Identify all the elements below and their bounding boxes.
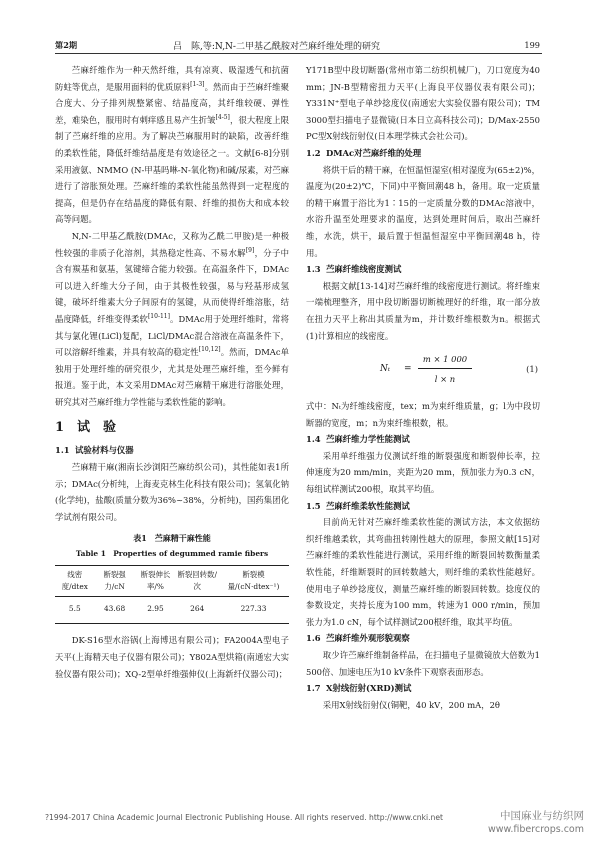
table-cell: 264 <box>176 597 218 624</box>
materials-paragraph: 苎麻精干麻(湘南长沙浏阳苎麻纺织公司)，其性能如表1所示；DMAc(分析纯，上海麦克林生化科技有限公司)；氢氧化钠(化学纯)，盐酸(质量分数为36%~38%，分析纯)，国药集团化学试剂有限公司。 <box>55 462 289 522</box>
page-number: 199 <box>524 40 540 50</box>
equation-lhs: Nₜ <box>380 364 391 375</box>
equation-1 <box>306 348 540 392</box>
table-1 <box>55 565 289 624</box>
table-header-cell: 断裂回转数/次 <box>176 566 218 597</box>
table-header-cell: 断裂伸长率/% <box>135 566 177 597</box>
watermark <box>430 810 590 836</box>
instruments-continued: Y171B型中段切断器(常州市第二纺织机械厂)，刀口宽度为40 mm；JN-B型精密扭力天平(上海良平仪器仪表有限公司)；Y331N⁺型电子单纱捻度仪(南通宏大实验仪器有限公司)；TM 3000型扫描电子显微镜(日本日立高科技公司)；D/Max-2550 PC型X射线衍射仪(日本理学株式会社公司)。 <box>306 65 540 142</box>
equation-equals: = <box>404 364 412 375</box>
table-header-cell: 断裂模量/(cN·dtex⁻¹) <box>218 566 289 597</box>
equation-denominator: l × n <box>434 374 456 385</box>
watermark-text: 中国麻业与纺织网 <box>500 810 584 822</box>
table-1-title-en: Table 1 Properties of degummed ramie fibers <box>75 549 269 559</box>
left-column <box>55 62 289 682</box>
table-1-title-cn: 表1 苎麻精干麻性能 <box>133 533 211 544</box>
table-cell: 5.5 <box>55 597 95 624</box>
copyright-footer: ?1994-2017 China Academic Journal Electronic Publishing House. All rights reserved. http://www.cnki.net <box>45 813 444 822</box>
section-1-1-heading: 1.1 试验材料与仪器 <box>55 445 134 456</box>
right-column <box>306 62 540 713</box>
watermark-url: www.fibercrops.com <box>487 824 584 835</box>
table-cell: 2.95 <box>135 597 177 624</box>
softness-test-paragraph: 目前尚无针对苎麻纤维柔软性能的测试方法，本文依据纺织纤维越柔软，其弯曲扭转刚性越大的原理，参照文献[15]对苎麻纤维的柔软性能进行测试，采用纤维的断裂回转数衡量柔软性能，纤维断裂时的回转数越大，则纤维的柔软性能越好。使用电子单纱捻度仪，测量苎麻纤维的断裂回转数。捻度仪的参数设定，夹持长度为100 mm，转速为1 000 r/min，预加张力为1.0 cN，每个试样测试200根纤维，取其平均值。 <box>306 517 540 627</box>
table-row <box>55 597 289 624</box>
section-1-7-heading: 1.7 X射线衍射(XRD)测试 <box>306 683 412 694</box>
equation-number: (1) <box>526 364 538 375</box>
running-header <box>55 38 542 54</box>
citation: [10-11] <box>147 313 170 321</box>
xrd-paragraph: 采用X射线衍射仪(铜靶，40 kV，200 mA，2θ <box>322 699 500 710</box>
equation-explanation: 式中：Nₜ为纤维线密度，tex；m为束纤维质量，g；l为中段切断器的宽度，m；n为束纤维根数，根。 <box>306 401 540 428</box>
fraction-bar <box>418 368 472 369</box>
section-1-6-heading: 1.6 苎麻纤维外观形貌观察 <box>306 633 410 644</box>
table-cell: 43.68 <box>95 597 135 624</box>
table-header-cell: 断裂强力/cN <box>95 566 135 597</box>
citation: [9] <box>245 246 255 254</box>
section-1-4-heading: 1.4 苎麻纤维力学性能测试 <box>306 434 410 445</box>
intro-paragraph-1: 苎麻纤维作为一种天然纤维，具有凉爽、吸湿透气和抗菌防蛀等优点，是服用面料的优质原料[1-3]。然而由于苎麻纤维聚合度大、分子排列规整紧密、结晶度高，其纤维较硬、弹性差，难染色，服用时有刺痒感且易产生折皱[4-5]，很大程度上限制了苎麻纤维的应用。为了解决苎麻服用时的缺陷，改善纤维的柔软性能，降低纤维结晶度是有效途径之一。文献[6-8]分别采用液氨、NMMO (N-甲基吗啉-N-氧化物)和碱/尿素，对苎麻进行了溶胀预处理。苎麻纤维的柔软性能虽然得到一定程度的提高，但是仍存在结晶度的降低有限、纤维的损伤大和成本较高等问题。 <box>55 65 290 225</box>
sem-paragraph: 取少许苎麻纤维制备样品，在扫描电子显微镜放大倍数为1 500倍、加速电压为10 kV条件下观察表面形态。 <box>306 650 540 677</box>
citation: [1-3] <box>190 80 205 88</box>
instruments-paragraph: DK-S16型水浴锅(上海博迅有限公司)；FA2004A型电子天平(上海精天电子仪器有限公司)；Y802A型烘箱(南通宏大实验仪器有限公司)；XQ-2型单纤维强伸仪(上海新纤仪器公司)； <box>55 635 289 679</box>
treatment-paragraph: 将烘干后的精干麻，在恒温恒湿室(相对湿度为(65±2)%，温度为(20±2)℃，下同)中平衡回潮48 h，备用。取一定质量的精干麻置于浴比为1∶15的一定质量分数的DMAc溶液中，水浴升温至处理要求的温度，达到处理时间后，取出苎麻纤维，水洗，烘干，最后置于恒温恒湿室中平衡回潮48 h，待用。 <box>306 164 540 258</box>
running-title: 吕 陈,等:N,N-二甲基乙酰胺对苎麻纤维处理的研究 <box>173 42 380 52</box>
table-header-cell: 线密度/dtex <box>55 566 95 597</box>
mechanical-test-paragraph: 采用单纤维强力仪测试纤维的断裂强度和断裂伸长率，拉伸速度为20 mm/min，夹距为20 mm，预加张力为0.3 cN，每组试样测试200根，取其平均值。 <box>306 450 540 495</box>
citation: [10,12] <box>198 346 221 354</box>
section-1-3-heading: 1.3 苎麻纤维线密度测试 <box>306 264 402 275</box>
intro-paragraph-2: N,N-二甲基乙酰胺(DMAc，又称为乙酰二甲胺)是一种极性较强的非质子化溶剂，其热稳定性高、不易水解[9]，分子中含有羰基和氨基，氢键缔合能力较强。在高温条件下，DMAc可以进入纤维大分子间，由于其极性较强，易与羟基形成氢键，破坏纤维素大分子间原有的氢键，从而使得纤维溶胀，结晶度降低，纤维变得柔软[10-11]。DMAc用于处理纤维时，常将其与氯化锂(LiCl)复配，LiCl/DMAc混合溶液在高温条件下，可以溶解纤维素，并具有较高的稳定性[10,12]。然而，DMAc单独用于处理纤维的研究很少，尤其是处理苎麻纤维，至今鲜有报道。鉴于此，本文采用DMAc对苎麻精干麻进行溶胀处理，研究其对苎麻纤维力学性能与柔软性能的影响。 <box>55 230 290 407</box>
linear-density-paragraph: 根据文献[13-14]对苎麻纤维的线密度进行测试。将纤维束一端梳理整齐，用中段切断器切断梳理好的纤维，取一部分放在扭力天平上称出其质量为m，并计数纤维根数为n。根据式(1)计算相应的线密度。 <box>306 280 540 341</box>
equation-numerator: m × 1 000 <box>422 354 468 365</box>
citation: [4-5] <box>215 113 230 121</box>
section-1-heading: 1 试 验 <box>55 420 117 436</box>
table-cell: 227.33 <box>218 597 289 624</box>
section-1-2-heading: 1.2 DMAc对苎麻纤维的处理 <box>306 147 422 158</box>
issue-number: 第2期 <box>55 40 78 50</box>
section-1-5-heading: 1.5 苎麻纤维柔软性能测试 <box>306 500 410 511</box>
table-header-row <box>55 566 289 597</box>
